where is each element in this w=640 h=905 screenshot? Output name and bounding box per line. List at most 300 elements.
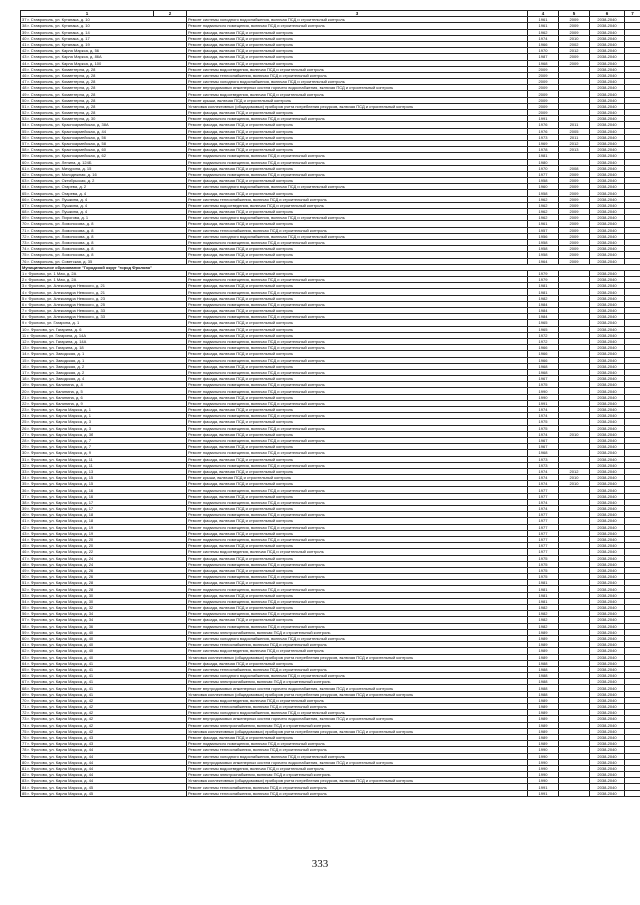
work-type-cell: Ремонт подвального помещения, включая ПСД и строительный контроль: [187, 741, 528, 747]
planned-period-cell: 2038-2040: [590, 704, 625, 710]
address-cell: 45 г. Ставрополь, ул. Коминтерна, д. 28: [21, 66, 187, 72]
work-type-cell: Ремонт подвального помещения, включая ПСД и строительный контроль: [187, 499, 528, 505]
address-cell: 60 г. Ставрополь, ул. Ленина, д. 124Б: [21, 159, 187, 165]
address-cell: 38 г. Фролово, ул. Карла Маркса, д. 17: [21, 499, 187, 505]
work-type-cell: Ремонт фасада, включая ПСД и строительный контроль: [187, 122, 528, 128]
work-type-cell: Ремонт системы водоотведения, включая ПСД и строительный контроль: [187, 648, 528, 654]
address-cell: 27 г. Фролово, ул. Карла Маркса, д. 3б: [21, 431, 187, 437]
planned-period-cell: 2038-2040: [590, 165, 625, 171]
last-repair-year-cell: [559, 790, 590, 796]
address-cell: 35 г. Фролово, ул. Карла Маркса, д. 15: [21, 481, 187, 487]
planned-period-cell: 2038-2040: [590, 437, 625, 443]
work-type-cell: Ремонт фасада, включая ПСД и строительный контроль: [187, 35, 528, 41]
planned-period-cell: 2038-2040: [590, 128, 625, 134]
address-cell: 44 г. Фролово, ул. Карла Маркса, д. 20: [21, 536, 187, 542]
planned-period-cell: 2038-2040: [590, 66, 625, 72]
work-type-cell: Ремонт фасада, включая ПСД и строительный контроль: [187, 605, 528, 611]
address-cell: 69 г. Ставрополь, ул. Пирогова, д. 1: [21, 215, 187, 221]
work-type-cell: Ремонт подвального помещения, включая ПСД и строительный контроль: [187, 357, 528, 363]
planned-period-cell: 2038-2040: [590, 518, 625, 524]
last-repair-year-cell: 2009: [559, 202, 590, 208]
work-type-cell: Ремонт фасада, включая ПСД и строительный контроль: [187, 567, 528, 573]
build-year-cell: 1990: [528, 394, 559, 400]
planned-period-cell: 2038-2040: [590, 728, 625, 734]
work-type-cell: Ремонт фасада, включая ПСД и строительный контроль: [187, 258, 528, 264]
build-year-cell: 1988: [528, 673, 559, 679]
planned-period-cell: 2038-2040: [590, 611, 625, 617]
work-type-cell: Ремонт системы теплоснабжения, включая ПСД и строительный контроль: [187, 227, 528, 233]
planned-period-cell: 2038-2040: [590, 72, 625, 78]
build-year-cell: 1961: [528, 221, 559, 227]
build-year-cell: 1962: [528, 215, 559, 221]
address-cell: 69 г. Фролово, ул. Карла Маркса, д. 41: [21, 691, 187, 697]
build-year-cell: 2009: [528, 85, 559, 91]
work-type-cell: Ремонт фасада, включая ПСД и строительный контроль: [187, 530, 528, 536]
planned-period-cell: 2038-2040: [590, 734, 625, 740]
work-type-cell: Ремонт фасада, включая ПСД и строительный контроль: [187, 580, 528, 586]
work-type-cell: Ремонт фасада, включая ПСД и строительный контроль: [187, 394, 528, 400]
build-year-cell: 1977: [528, 493, 559, 499]
work-type-cell: Ремонт фасада, включая ПСД и строительный контроль: [187, 363, 528, 369]
planned-period-cell: 2038-2040: [590, 233, 625, 239]
planned-period-cell: 2038-2040: [590, 753, 625, 759]
work-type-cell: Ремонт фасада, включая ПСД и строительный контроль: [187, 295, 528, 301]
planned-period-cell: 2038-2040: [590, 487, 625, 493]
planned-period-cell: 2038-2040: [590, 110, 625, 116]
address-cell: 14 г. Фролово, ул. Заводская, д. 1: [21, 351, 187, 357]
planned-period-cell: 2038-2040: [590, 462, 625, 468]
address-cell: 8 г. Фролово, ул. Александра Невского, д. 33: [21, 314, 187, 320]
work-type-cell: Ремонт подвального помещения, включая ПСД и строительный контроль: [187, 598, 528, 604]
build-year-cell: 1972: [528, 332, 559, 338]
work-type-cell: Ремонт фасада, включая ПСД и строительный контроль: [187, 543, 528, 549]
build-year-cell: 1981: [528, 592, 559, 598]
build-year-cell: 1966: [528, 41, 559, 47]
build-year-cell: 1966: [528, 351, 559, 357]
work-type-cell: Ремонт системы теплоснабжения, включая ПСД и строительный контроль: [187, 642, 528, 648]
address-cell: 65 г. Ставрополь, ул. Огарева, д. 4: [21, 190, 187, 196]
work-type-cell: Ремонт подвального помещения, включая ПСД и строительный контроль: [187, 561, 528, 567]
work-type-cell: Ремонт фасада, включая ПСД и строительный контроль: [187, 493, 528, 499]
planned-period-cell: 2038-2040: [590, 679, 625, 685]
build-year-cell: 1978: [528, 147, 559, 153]
last-repair-year-cell: 2009: [559, 252, 590, 258]
address-cell: 34 г. Фролово, ул. Карла Маркса, д. 15: [21, 475, 187, 481]
planned-period-cell: 2038-2040: [590, 227, 625, 233]
last-repair-year-cell: 2002: [559, 41, 590, 47]
build-year-cell: 1987: [528, 54, 559, 60]
address-cell: 11 г. Фролово, ул. Гагарина, д. 14А: [21, 332, 187, 338]
build-year-cell: 1989: [528, 734, 559, 740]
build-year-cell: 1972: [528, 338, 559, 344]
planned-period-cell: 2038-2040: [590, 481, 625, 487]
build-year-cell: 1975: [528, 555, 559, 561]
address-cell: 74 г. Ставрополь, ул. Ломоносова, д. 8: [21, 246, 187, 252]
address-cell: 54 г. Ставрополь, ул. Красноармейская, д. 38А: [21, 122, 187, 128]
work-type-cell: Ремонт фасада, включая ПСД и строительный контроль: [187, 376, 528, 382]
address-cell: 30 г. Фролово, ул. Карла Маркса, д. 9: [21, 450, 187, 456]
build-year-cell: 2009: [528, 110, 559, 116]
build-year-cell: 1969: [528, 140, 559, 146]
address-cell: 51 г. Фролово, ул. Карла Маркса, д. 28: [21, 580, 187, 586]
build-year-cell: 1990: [528, 765, 559, 771]
build-year-cell: 1974: [528, 431, 559, 437]
build-year-cell: 2009: [528, 72, 559, 78]
work-type-cell: Установка коллективных (общедомовых) приборов учета потребления ресурсов, включая ПСД и строительный контроль: [187, 654, 528, 660]
address-cell: 28 г. Фролово, ул. Карла Маркса, д. 7: [21, 437, 187, 443]
last-repair-year-cell: 2009: [559, 54, 590, 60]
planned-period-cell: 2038-2040: [590, 196, 625, 202]
address-cell: 16 г. Фролово, ул. Заводская, д. 2: [21, 363, 187, 369]
document-sheet: [20, 10, 640, 797]
build-year-cell: 1966: [528, 357, 559, 363]
last-repair-year-cell: 2012: [559, 140, 590, 146]
planned-period-cell: 2038-2040: [590, 41, 625, 47]
build-year-cell: 1957: [528, 227, 559, 233]
work-type-cell: Ремонт подвального помещения, включая ПСД и строительный контроль: [187, 23, 528, 29]
planned-period-cell: 2038-2040: [590, 592, 625, 598]
work-type-cell: Ремонт фасада, включая ПСД и строительный контроль: [187, 178, 528, 184]
work-type-cell: Ремонт подвального помещения, включая ПСД и строительный контроль: [187, 153, 528, 159]
address-cell: 38 г. Ставрополь, ул. Кутанака, д. 10: [21, 23, 187, 29]
address-cell: 59 г. Ставрополь, ул. Красноармейская, д. 62: [21, 153, 187, 159]
address-cell: 21 г. Фролово, ул. Калинина, д. 6: [21, 394, 187, 400]
last-repair-year-cell: 2009: [559, 60, 590, 66]
planned-period-cell: 2038-2040: [590, 413, 625, 419]
build-year-cell: 1965: [528, 326, 559, 332]
note-cell: [625, 790, 640, 796]
planned-period-cell: 2038-2040: [590, 790, 625, 796]
last-repair-year-cell: 2009: [559, 221, 590, 227]
address-cell: 62 г. Фролово, ул. Карла Маркса, д. 40: [21, 648, 187, 654]
build-year-cell: 1958: [528, 178, 559, 184]
work-type-cell: Ремонт подвального помещения, включая ПСД и строительный контроль: [187, 388, 528, 394]
planned-period-cell: 2038-2040: [590, 190, 625, 196]
planned-period-cell: 2038-2040: [590, 91, 625, 97]
build-year-cell: 1981: [528, 580, 559, 586]
planned-period-cell: 2038-2040: [590, 122, 625, 128]
build-year-cell: 1990: [528, 772, 559, 778]
build-year-cell: 1981: [528, 153, 559, 159]
planned-period-cell: 2038-2040: [590, 153, 625, 159]
address-cell: 58 г. Фролово, ул. Карла Маркса, д. 36: [21, 623, 187, 629]
address-cell: 59 г. Фролово, ул. Карла Маркса, д. 40: [21, 629, 187, 635]
work-type-cell: Ремонт фасада, включая ПСД и строительный контроль: [187, 419, 528, 425]
last-repair-year-cell: 2013: [559, 147, 590, 153]
build-year-cell: 1988: [528, 666, 559, 672]
work-type-cell: Ремонт крыши, включая ПСД и строительный контроль: [187, 97, 528, 103]
address-cell: 1 г. Фролово, ул. 1 Мая, д. 2А: [21, 270, 187, 276]
work-type-cell: Ремонт фасада, включая ПСД и строительный контроль: [187, 110, 528, 116]
build-year-cell: 1958: [528, 239, 559, 245]
address-cell: 7 г. Фролово, ул. Александра Невского, д. 33: [21, 308, 187, 314]
address-cell: 31 г. Фролово, ул. Карла Маркса, д. 11: [21, 456, 187, 462]
header-col-4: 4: [528, 11, 559, 17]
planned-period-cell: 2038-2040: [590, 654, 625, 660]
build-year-cell: 1989: [528, 710, 559, 716]
address-cell: 58 г. Ставрополь, ул. Красноармейская, д. 60: [21, 147, 187, 153]
work-type-cell: Ремонт фасада, включая ПСД и строительный контроль: [187, 617, 528, 623]
address-cell: 72 г. Фролово, ул. Карла Маркса, д. 42: [21, 710, 187, 716]
planned-period-cell: 2038-2040: [590, 345, 625, 351]
planned-period-cell: 2038-2040: [590, 561, 625, 567]
build-year-cell: 1962: [528, 29, 559, 35]
work-type-cell: Ремонт фасада, включая ПСД и строительный контроль: [187, 555, 528, 561]
build-year-cell: 1977: [528, 171, 559, 177]
planned-period-cell: 2038-2040: [590, 295, 625, 301]
build-year-cell: 1960: [528, 184, 559, 190]
planned-period-cell: 2038-2040: [590, 215, 625, 221]
work-type-cell: Ремонт системы водоотведения, включая ПСД и строительный контроль: [187, 91, 528, 97]
header-col-7: 7: [625, 11, 640, 17]
work-type-cell: Ремонт фасада, включая ПСД и строительный контроль: [187, 54, 528, 60]
table-body: [21, 17, 640, 797]
address-cell: 43 г. Ставрополь, ул. Карла Маркса, д. 86А: [21, 54, 187, 60]
address-cell: 66 г. Ставрополь, ул. Пушкина, д. 4: [21, 196, 187, 202]
address-cell: 37 г. Ставрополь, ул. Кутанака, д. 10: [21, 17, 187, 23]
build-year-cell: 2009: [528, 97, 559, 103]
address-cell: 2 г. Фролово, ул. 1 Мая, д. 2А: [21, 277, 187, 283]
planned-period-cell: 2038-2040: [590, 512, 625, 518]
build-year-cell: 1977: [528, 512, 559, 518]
work-type-cell: Ремонт системы электроснабжения, включая ПСД и строительный контроль: [187, 772, 528, 778]
build-year-cell: 2009: [528, 79, 559, 85]
last-repair-year-cell: 2009: [559, 227, 590, 233]
work-type-cell: Ремонт системы электроснабжения, включая ПСД и строительный контроль: [187, 629, 528, 635]
work-type-cell: Ремонт системы холодного водоснабжения, включая ПСД и строительный контроль: [187, 79, 528, 85]
address-cell: 52 г. Фролово, ул. Карла Маркса, д. 28: [21, 586, 187, 592]
address-cell: 25 г. Фролово, ул. Карла Маркса, д. 3: [21, 419, 187, 425]
work-type-cell: Ремонт системы холодного водоснабжения, включая ПСД и строительный контроль: [187, 17, 528, 23]
build-year-cell: 1980: [528, 159, 559, 165]
work-type-cell: Ремонт фасада, включая ПСД и строительный контроль: [187, 140, 528, 146]
build-year-cell: 1974: [528, 468, 559, 474]
planned-period-cell: 2038-2040: [590, 239, 625, 245]
address-cell: 10 г. Фролово, ул. Гагарина, д. 6: [21, 326, 187, 332]
build-year-cell: 1989: [528, 704, 559, 710]
planned-period-cell: 2038-2040: [590, 778, 625, 784]
build-year-cell: 1982: [528, 617, 559, 623]
planned-period-cell: 2038-2040: [590, 85, 625, 91]
address-cell: 39 г. Фролово, ул. Карла Маркса, д. 17: [21, 506, 187, 512]
work-type-cell: Ремонт подвального помещения, включая ПСД и строительный контроль: [187, 277, 528, 283]
planned-period-cell: 2038-2040: [590, 202, 625, 208]
address-cell: 57 г. Фролово, ул. Карла Маркса, д. 34: [21, 617, 187, 623]
address-cell: 32 г. Фролово, ул. Карла Маркса, д. 11: [21, 462, 187, 468]
work-type-cell: Ремонт подвального помещения, включая ПСД и строительный контроль: [187, 611, 528, 617]
address-cell: 19 г. Фролово, ул. Калинина, д. 4: [21, 382, 187, 388]
build-year-cell: 2009: [528, 66, 559, 72]
work-type-cell: Ремонт фасада, включая ПСД и строительный контроль: [187, 221, 528, 227]
work-type-cell: Ремонт системы теплоснабжения, включая ПСД и строительный контроль: [187, 784, 528, 790]
planned-period-cell: 2038-2040: [590, 171, 625, 177]
build-year-cell: 1974: [528, 407, 559, 413]
address-cell: 46 г. Ставрополь, ул. Коминтерна, д. 28: [21, 72, 187, 78]
work-type-cell: Ремонт подвального помещения, включая ПСД и строительный контроль: [187, 338, 528, 344]
address-cell: 55 г. Ставрополь, ул. Красноармейская, д. 44: [21, 128, 187, 134]
planned-period-cell: 2038-2040: [590, 23, 625, 29]
planned-period-cell: 2038-2040: [590, 493, 625, 499]
build-year-cell: 1991: [528, 116, 559, 122]
address-cell: 54 г. Фролово, ул. Карла Маркса, д. 30: [21, 598, 187, 604]
work-type-cell: Ремонт системы холодного водоснабжения, включая ПСД и строительный контроль: [187, 184, 528, 190]
build-year-cell: 2009: [528, 103, 559, 109]
planned-period-cell: 2038-2040: [590, 283, 625, 289]
planned-period-cell: 2038-2040: [590, 691, 625, 697]
planned-period-cell: 2038-2040: [590, 357, 625, 363]
planned-period-cell: 2038-2040: [590, 140, 625, 146]
planned-period-cell: 2038-2040: [590, 54, 625, 60]
address-cell: 77 г. Фролово, ул. Карла Маркса, д. 43: [21, 741, 187, 747]
address-cell: 41 г. Ставрополь, ул. Кутанака, д. 19: [21, 41, 187, 47]
planned-period-cell: 2038-2040: [590, 598, 625, 604]
planned-period-cell: 2038-2040: [590, 710, 625, 716]
planned-period-cell: 2038-2040: [590, 456, 625, 462]
work-type-cell: Ремонт подвального помещения, включая ПСД и строительный контроль: [187, 462, 528, 468]
build-year-cell: 1976: [528, 122, 559, 128]
work-type-cell: Ремонт фасада, включая ПСД и строительный контроль: [187, 407, 528, 413]
work-type-cell: Ремонт фасада, включая ПСД и строительный контроль: [187, 431, 528, 437]
build-year-cell: 1974: [528, 413, 559, 419]
last-repair-year-cell: 2009: [559, 17, 590, 23]
address-cell: 75 г. Ставрополь, ул. Ломоносова, д. 8: [21, 252, 187, 258]
build-year-cell: 1981: [528, 586, 559, 592]
planned-period-cell: 2038-2040: [590, 60, 625, 66]
build-year-cell: 1984: [528, 314, 559, 320]
planned-period-cell: 2038-2040: [590, 747, 625, 753]
build-year-cell: 1975: [528, 419, 559, 425]
last-repair-year-cell: 2009: [559, 258, 590, 264]
work-type-cell: Ремонт фасада, включая ПСД и строительный контроль: [187, 456, 528, 462]
build-year-cell: 1990: [528, 753, 559, 759]
build-year-cell: 1977: [528, 524, 559, 530]
last-repair-year-cell: 2009: [559, 209, 590, 215]
address-cell: 64 г. Фролово, ул. Карла Маркса, д. 41: [21, 660, 187, 666]
address-cell: 23 г. Фролово, ул. Карла Маркса, д. 1: [21, 407, 187, 413]
last-repair-year-cell: 2010: [559, 481, 590, 487]
build-year-cell: 1966: [528, 345, 559, 351]
address-cell: 48 г. Фролово, ул. Карла Маркса, д. 24: [21, 561, 187, 567]
planned-period-cell: 2038-2040: [590, 784, 625, 790]
build-year-cell: 1979: [528, 270, 559, 276]
work-type-cell: Ремонт подвального помещения, включая ПСД и строительный контроль: [187, 425, 528, 431]
address-cell: 40 г. Ставрополь, ул. Кутанака, д. 17: [21, 35, 187, 41]
address-cell: 51 г. Ставрополь, ул. Коминтерна, д. 28: [21, 103, 187, 109]
planned-period-cell: 2038-2040: [590, 642, 625, 648]
build-year-cell: 1968: [528, 369, 559, 375]
address-cell: 79 г. Фролово, ул. Карла Маркса, д. 44: [21, 753, 187, 759]
last-repair-year-cell: 2009: [559, 239, 590, 245]
address-cell: 55 г. Фролово, ул. Карла Маркса, д. 32: [21, 605, 187, 611]
planned-period-cell: 2038-2040: [590, 765, 625, 771]
work-type-cell: Ремонт системы водоотведения, включая ПСД и строительный контроль: [187, 549, 528, 555]
build-year-cell: 1991: [528, 784, 559, 790]
build-year-cell: 1970: [528, 48, 559, 54]
planned-period-cell: 2038-2040: [590, 221, 625, 227]
address-cell: 82 г. Фролово, ул. Карла Маркса, д. 44: [21, 772, 187, 778]
work-type-cell: Ремонт подвального помещения, включая ПСД и строительный контроль: [187, 314, 528, 320]
build-year-cell: 1990: [528, 747, 559, 753]
planned-period-cell: 2038-2040: [590, 134, 625, 140]
address-cell: 48 г. Ставрополь, ул. Коминтерна, д. 28: [21, 85, 187, 91]
build-year-cell: 1975: [528, 425, 559, 431]
work-type-cell: Ремонт фасада, включая ПСД и строительный контроль: [187, 506, 528, 512]
planned-period-cell: 2038-2040: [590, 574, 625, 580]
address-cell: 80 г. Фролово, ул. Карла Маркса, д. 44: [21, 759, 187, 765]
planned-period-cell: 2038-2040: [590, 685, 625, 691]
address-cell: 64 г. Ставрополь, ул. Огарева, д. 2: [21, 184, 187, 190]
address-cell: 6 г. Фролово, ул. Александра Невского, д. 25: [21, 301, 187, 307]
build-year-cell: 1989: [528, 741, 559, 747]
build-year-cell: 1961: [528, 23, 559, 29]
work-type-cell: Ремонт внутридомовых инженерных систем горячего водоснабжения, включая ПСД и строительный контроль: [187, 716, 528, 722]
build-year-cell: 1991: [528, 790, 559, 796]
planned-period-cell: 2038-2040: [590, 246, 625, 252]
planned-period-cell: 2038-2040: [590, 116, 625, 122]
work-type-cell: Ремонт подвального помещения, включая ПСД и строительный контроль: [187, 116, 528, 122]
planned-period-cell: 2038-2040: [590, 184, 625, 190]
planned-period-cell: 2038-2040: [590, 506, 625, 512]
work-type-cell: Ремонт фасада, включая ПСД и строительный контроль: [187, 468, 528, 474]
last-repair-year-cell: 2010: [559, 35, 590, 41]
build-year-cell: 1962: [528, 202, 559, 208]
build-year-cell: 1981: [528, 289, 559, 295]
planned-period-cell: 2038-2040: [590, 666, 625, 672]
work-type-cell: Ремонт подвального помещения, включая ПСД и строительный контроль: [187, 524, 528, 530]
build-year-cell: 1974: [528, 481, 559, 487]
last-repair-year-cell: 2012: [559, 48, 590, 54]
work-type-cell: Ремонт фасада, включая ПСД и строительный контроль: [187, 444, 528, 450]
build-year-cell: 1982: [528, 295, 559, 301]
work-type-cell: Ремонт фасада, включая ПСД и строительный контроль: [187, 320, 528, 326]
planned-period-cell: 2038-2040: [590, 178, 625, 184]
address-cell: 47 г. Ставрополь, ул. Коминтерна, д. 28: [21, 79, 187, 85]
work-type-cell: Ремонт фасада, включая ПСД и строительный контроль: [187, 270, 528, 276]
address-cell: 4 г. Фролово, ул. Александра Невского, д. 21: [21, 289, 187, 295]
build-year-cell: 1968: [528, 450, 559, 456]
work-type-cell: Ремонт подвального помещения, включая ПСД и строительный контроль: [187, 450, 528, 456]
planned-period-cell: 2038-2040: [590, 209, 625, 215]
repair-schedule-table: [20, 10, 640, 797]
header-col-3: 3: [187, 11, 528, 17]
build-year-cell: 1975: [528, 567, 559, 573]
work-type-cell: Ремонт фасада, включая ПСД и строительный контроль: [187, 252, 528, 258]
build-year-cell: 1976: [528, 128, 559, 134]
planned-period-cell: 2038-2040: [590, 400, 625, 406]
address-cell: 12 г. Фролово, ул. Гагарина, д. 14А: [21, 338, 187, 344]
work-type-cell: Ремонт подвального помещения, включая ПСД и строительный контроль: [187, 345, 528, 351]
address-cell: 67 г. Ставрополь, ул. Пушкина, д. 4: [21, 202, 187, 208]
address-cell: 3 г. Фролово, ул. Александра Невского, д. 21: [21, 283, 187, 289]
last-repair-year-cell: 2009: [559, 215, 590, 221]
build-year-cell: 1967: [528, 376, 559, 382]
header-col-2: 2: [154, 11, 187, 17]
last-repair-year-cell: 2009: [559, 246, 590, 252]
planned-period-cell: 2038-2040: [590, 103, 625, 109]
planned-period-cell: 2038-2040: [590, 660, 625, 666]
address-cell: 13 г. Фролово, ул. Гагарина, д. 18: [21, 345, 187, 351]
work-type-cell: Ремонт фасада, включая ПСД и строительный контроль: [187, 128, 528, 134]
address-cell: 76 г. Ставрополь, ул. Советская, д. 35: [21, 258, 187, 264]
work-type-cell: Ремонт подвального помещения, включая ПСД и строительный контроль: [187, 400, 528, 406]
address-cell: 70 г. Ставрополь, ул. Ломоносова, д. 8: [21, 221, 187, 227]
work-type-cell: Установка коллективных (общедомовых) приборов учета потребления ресурсов, включая ПСД и строительный контроль: [187, 778, 528, 784]
address-cell: 68 г. Ставрополь, ул. Пушкина, д. 4: [21, 209, 187, 215]
address-cell: 24 г. Фролово, ул. Карла Маркса, д. 1: [21, 413, 187, 419]
build-year-cell: 1977: [528, 487, 559, 493]
planned-period-cell: 2038-2040: [590, 147, 625, 153]
planned-period-cell: 2038-2040: [590, 252, 625, 258]
